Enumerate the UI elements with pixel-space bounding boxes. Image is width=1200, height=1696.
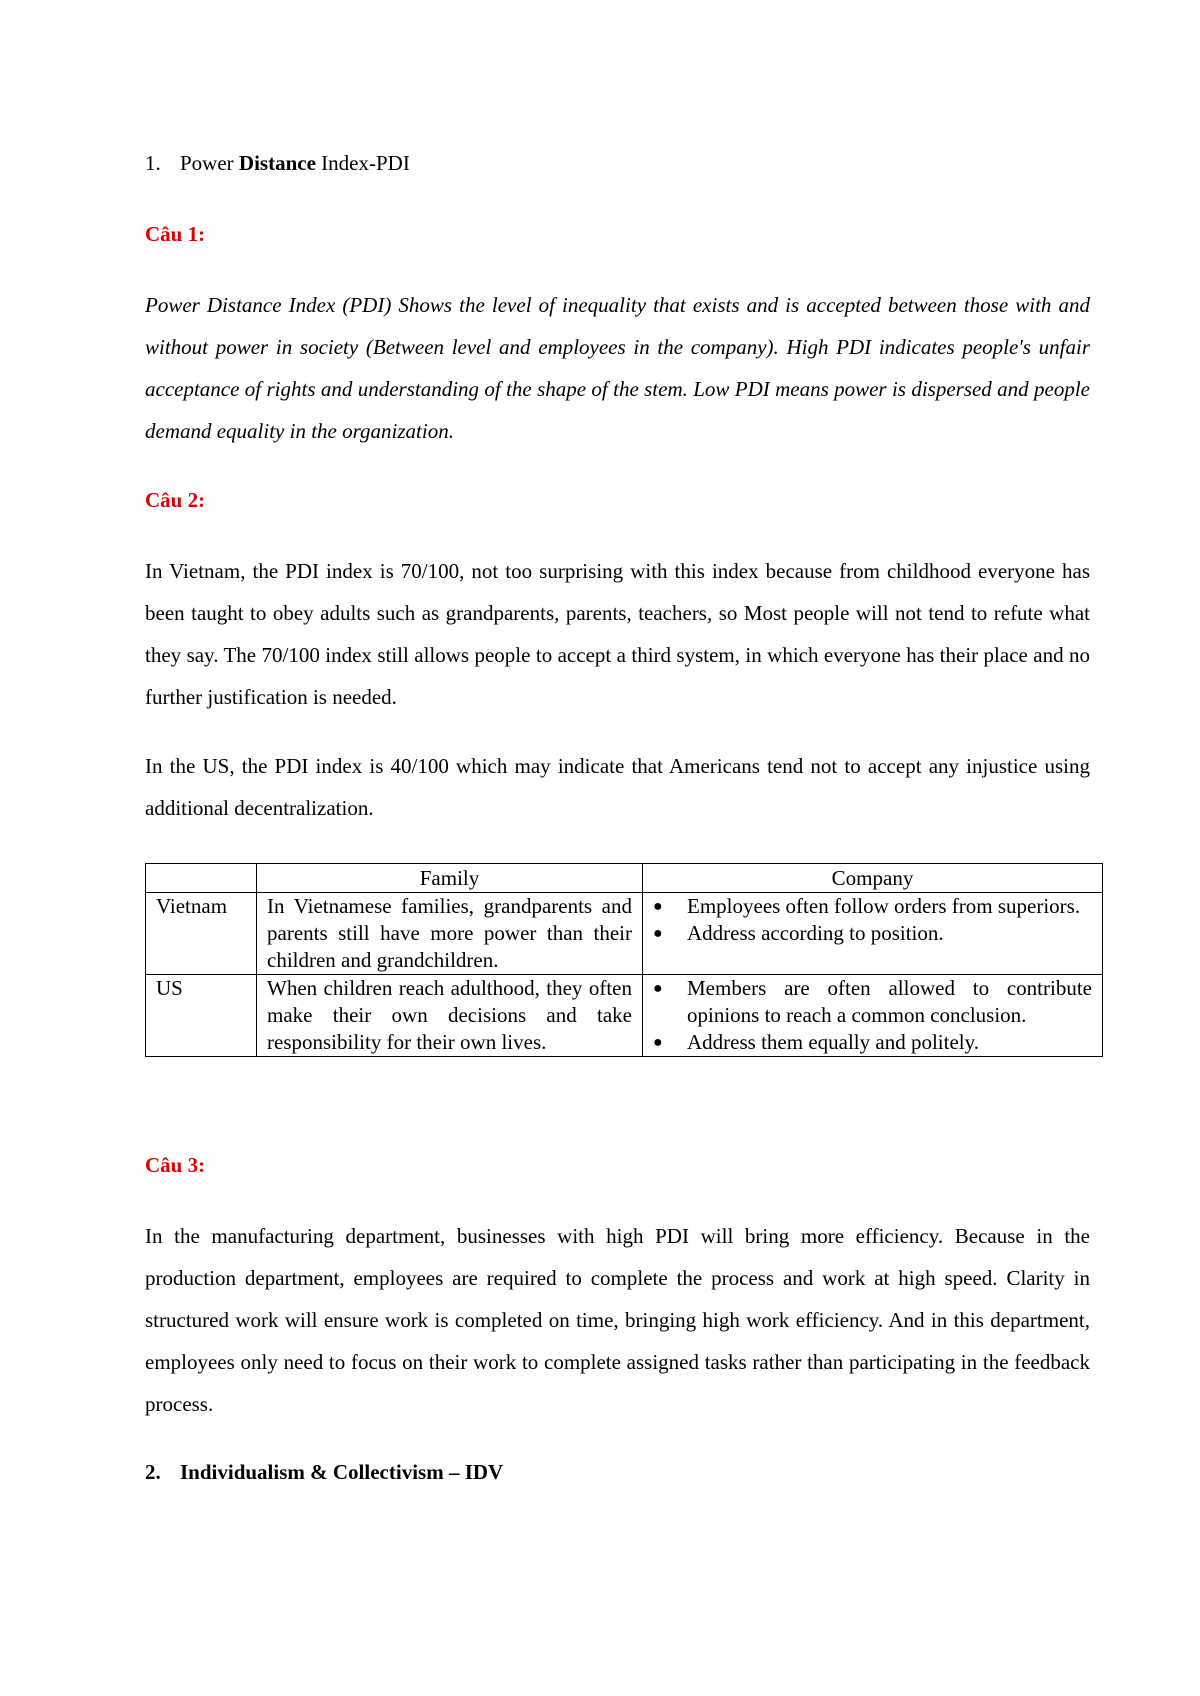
table-header-empty	[146, 864, 257, 893]
section-1-title-part3: Index-PDI	[315, 151, 410, 175]
section-2-number: 2.	[145, 1460, 161, 1484]
list-item-text: Address according to position.	[687, 921, 944, 945]
table-cell-family: In Vietnamese families, grandparents and parents still have more power than their children and grandchildren.	[257, 893, 643, 975]
list-item	[653, 893, 1092, 920]
bullet-icon: ●	[653, 925, 663, 942]
section-1-title-part2: Distance	[238, 151, 316, 175]
question-2-us-paragraph: In the US, the PDI index is 40/100 which may indicate that Americans tend not to accept any injustice using additional decentralization.	[145, 754, 1090, 820]
question-2-label: Câu 2:	[145, 488, 206, 512]
question-3-label: Câu 3:	[145, 1153, 206, 1177]
question-1-label: Câu 1:	[145, 222, 206, 246]
company-bullet-list	[653, 975, 1092, 1056]
list-item-text: Address them equally and politely.	[687, 1030, 979, 1054]
table-cell-company	[643, 893, 1103, 975]
comparison-table	[145, 863, 1103, 1057]
section-2-title: Individualism & Collectivism – IDV	[180, 1460, 504, 1484]
bullet-icon: ●	[653, 1034, 663, 1051]
table-header-company: Company	[643, 864, 1103, 893]
table-header-family: Family	[257, 864, 643, 893]
bullet-icon: ●	[653, 980, 663, 997]
table-header-row	[146, 864, 1103, 893]
list-item	[653, 1029, 1092, 1056]
question-2-vietnam-paragraph: In Vietnam, the PDI index is 70/100, not too surprising with this index because from childhood everyone has been taught to obey adults such as grandparents, parents, teachers, so Most people will not tend to refute what they say. The 70/100 index still allows people to accept a third system, in which everyone has their place and no further justification is needed.	[145, 559, 1090, 709]
table-cell-family: When children reach adulthood, they often make their own decisions and take responsibility for their own lives.	[257, 975, 643, 1057]
section-1-heading	[145, 150, 410, 176]
list-item-text: Members are often allowed to contribute opinions to reach a common conclusion.	[687, 976, 1092, 1027]
section-1-title-part1: Power	[180, 151, 239, 175]
table-cell-country: US	[146, 975, 257, 1057]
list-item	[653, 920, 1092, 947]
list-item	[653, 975, 1092, 1029]
company-bullet-list	[653, 893, 1092, 947]
table-cell-company	[643, 975, 1103, 1057]
table-row	[146, 893, 1103, 975]
bullet-icon: ●	[653, 898, 663, 915]
section-2-heading	[145, 1459, 503, 1485]
question-1-answer: Power Distance Index (PDI) Shows the level of inequality that exists and is accepted between those with and without power in society (Between level and employees in the company). High PDI indicates people's unfair acceptance of rights and understanding of the shape of the stem. Low PDI means power is dispersed and people demand equality in the organization.	[145, 293, 1090, 443]
section-1-number: 1.	[145, 151, 161, 175]
table-row	[146, 975, 1103, 1057]
table-cell-country: Vietnam	[146, 893, 257, 975]
question-3-answer: In the manufacturing department, businesses with high PDI will bring more efficiency. Because in the production department, employees are required to complete the process and work at high speed. Clarity in structured work will ensure work is completed on time, bringing high work efficiency. And in this department, employees only need to focus on their work to complete assigned tasks rather than participating in the feedback process.	[145, 1224, 1090, 1416]
list-item-text: Employees often follow orders from superiors.	[687, 894, 1081, 918]
